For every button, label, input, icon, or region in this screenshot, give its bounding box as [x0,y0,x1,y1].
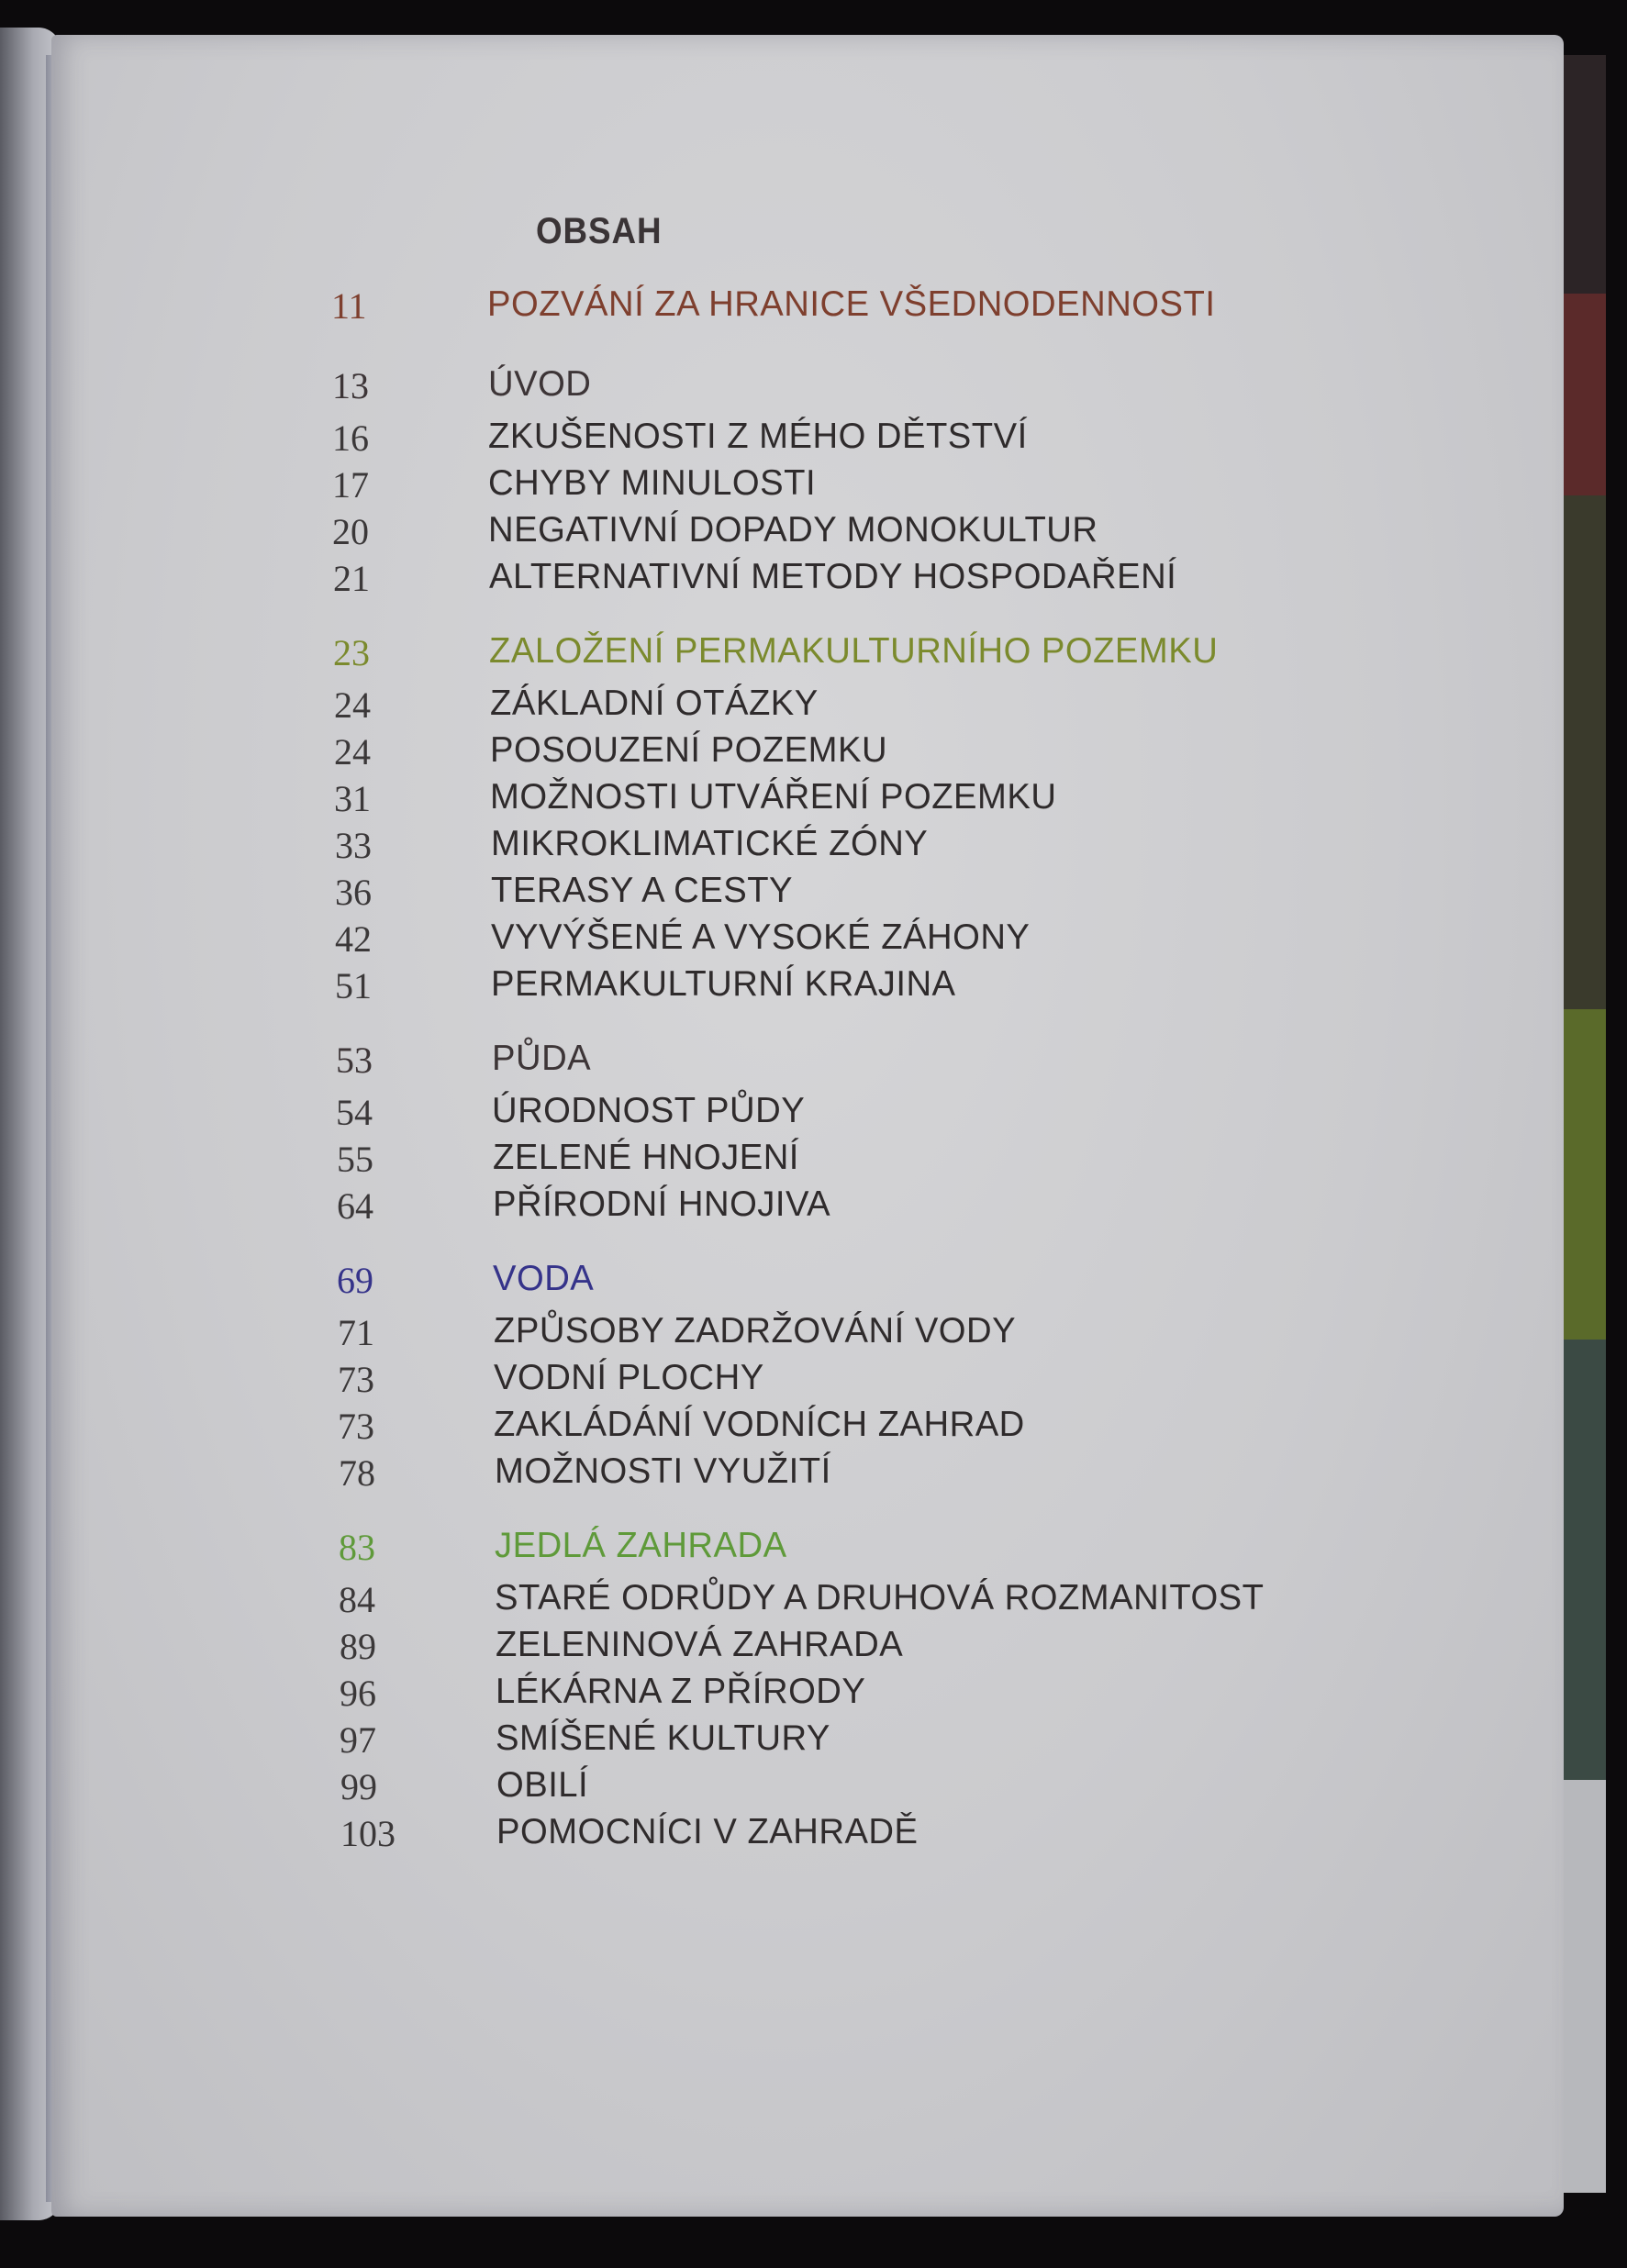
page-number: 23 [333,632,370,673]
page-number: 97 [340,1719,376,1761]
entry-title: POSOUZENÍ POZEMKU [490,730,888,770]
entry-title: MIKROKLIMATICKÉ ZÓNY [491,824,929,863]
toc-entry [51,1578,1564,1629]
page-number: 78 [339,1452,375,1494]
page-number: 83 [339,1527,375,1568]
page-number: 96 [340,1673,376,1714]
entry-title: NEGATIVNÍ DOPADY MONOKULTUR [488,510,1098,550]
entry-title: MOŽNOSTI UTVÁŘENÍ POZEMKU [490,777,1057,817]
page-number: 64 [337,1185,373,1227]
entry-title: TERASY A CESTY [491,871,794,910]
toc-entry [51,510,1564,561]
page-number: 73 [338,1406,374,1447]
page-number: 103 [340,1813,396,1854]
book-page [51,35,1564,2217]
toc-entry [51,1451,1564,1503]
entry-title: ZPŮSOBY ZADRŽOVÁNÍ VODY [494,1311,1017,1351]
toc-entry [51,1138,1564,1189]
toc-entry [51,684,1564,735]
page-number: 31 [334,778,371,819]
entry-title: CHYBY MINULOSTI [488,463,817,503]
toc-entry [51,557,1564,608]
page-number: 42 [335,918,372,960]
page-number: 51 [335,965,372,1006]
toc-entry [51,463,1564,515]
toc-entry [51,730,1564,782]
entry-title: VODNÍ PLOCHY [494,1358,764,1397]
entry-title: PŮDA [492,1039,592,1078]
section-heading [51,284,1564,336]
page-number: 99 [340,1766,377,1807]
entry-title: PŘÍRODNÍ HNOJIVA [493,1184,831,1224]
entry-title: ÚVOD [488,364,592,404]
page-number: 36 [335,872,372,913]
entry-title: OBILÍ [496,1765,589,1805]
section-heading [51,631,1564,683]
entry-title: ZALOŽENÍ PERMAKULTURNÍHO POZEMKU [489,631,1219,671]
page-number: 24 [334,684,371,726]
page-number: 73 [338,1359,374,1400]
entry-title: ALTERNATIVNÍ METODY HOSPODAŘENÍ [489,557,1177,596]
entry-title: SMÍŠENÉ KULTURY [496,1718,830,1758]
page-number: 21 [333,558,370,599]
toc-entry [51,917,1564,969]
toc-entry [51,1625,1564,1676]
page-number: 11 [331,285,367,327]
entry-title: ZELENÉ HNOJENÍ [493,1138,799,1177]
entry-title: ZÁKLADNÍ OTÁZKY [490,684,819,723]
entry-title: POMOCNÍCI V ZAHRADĚ [496,1812,919,1851]
section-heading [51,1039,1564,1090]
entry-title: ZAKLÁDÁNÍ VODNÍCH ZAHRAD [494,1405,1025,1444]
page-number: 33 [335,825,372,866]
entry-title: LÉKÁRNA Z PŘÍRODY [496,1672,866,1711]
toc-entry [51,777,1564,828]
toc-heading: OBSAH [536,211,663,251]
section-heading [51,1259,1564,1310]
toc-entry [51,1718,1564,1770]
entry-title: ÚRODNOST PŮDY [492,1091,806,1130]
page-number: 53 [336,1040,373,1081]
toc-entry [51,1358,1564,1409]
page-number: 69 [337,1260,373,1301]
toc-entry [51,1091,1564,1142]
toc-entry [51,1311,1564,1362]
entry-title: PERMAKULTURNÍ KRAJINA [491,964,956,1004]
toc-entry [51,964,1564,1016]
entry-title: MOŽNOSTI VYUŽITÍ [495,1451,831,1491]
section-heading [51,1526,1564,1577]
section-heading [51,364,1564,416]
page-number: 13 [332,365,369,406]
page-number: 24 [334,731,371,773]
entry-title: STARÉ ODRŮDY A DRUHOVÁ ROZMANITOST [495,1578,1265,1618]
entry-title: ZELENINOVÁ ZAHRADA [496,1625,904,1664]
toc-entry [51,1812,1564,1863]
page-number: 17 [332,464,369,506]
toc-entry [51,871,1564,922]
page-number: 71 [338,1312,374,1353]
toc-entry [51,417,1564,468]
entry-title: JEDLÁ ZAHRADA [495,1526,787,1565]
entry-title: ZKUŠENOSTI Z MÉHO DĚTSTVÍ [488,417,1028,456]
entry-title: POZVÁNÍ ZA HRANICE VŠEDNODENNOSTI [487,284,1216,324]
toc-entry [51,1405,1564,1456]
toc-entry [51,1765,1564,1817]
page-number: 55 [337,1139,373,1180]
toc-entry [51,1672,1564,1723]
page-number: 89 [340,1626,376,1667]
page-number: 54 [336,1092,373,1133]
toc-entry [51,1184,1564,1236]
entry-title: VODA [493,1259,595,1298]
entry-title: VYVÝŠENÉ A VYSOKÉ ZÁHONY [491,917,1031,957]
page-number: 20 [332,511,369,552]
toc-entry [51,824,1564,875]
page-number: 16 [332,417,369,459]
page-number: 84 [339,1579,375,1620]
